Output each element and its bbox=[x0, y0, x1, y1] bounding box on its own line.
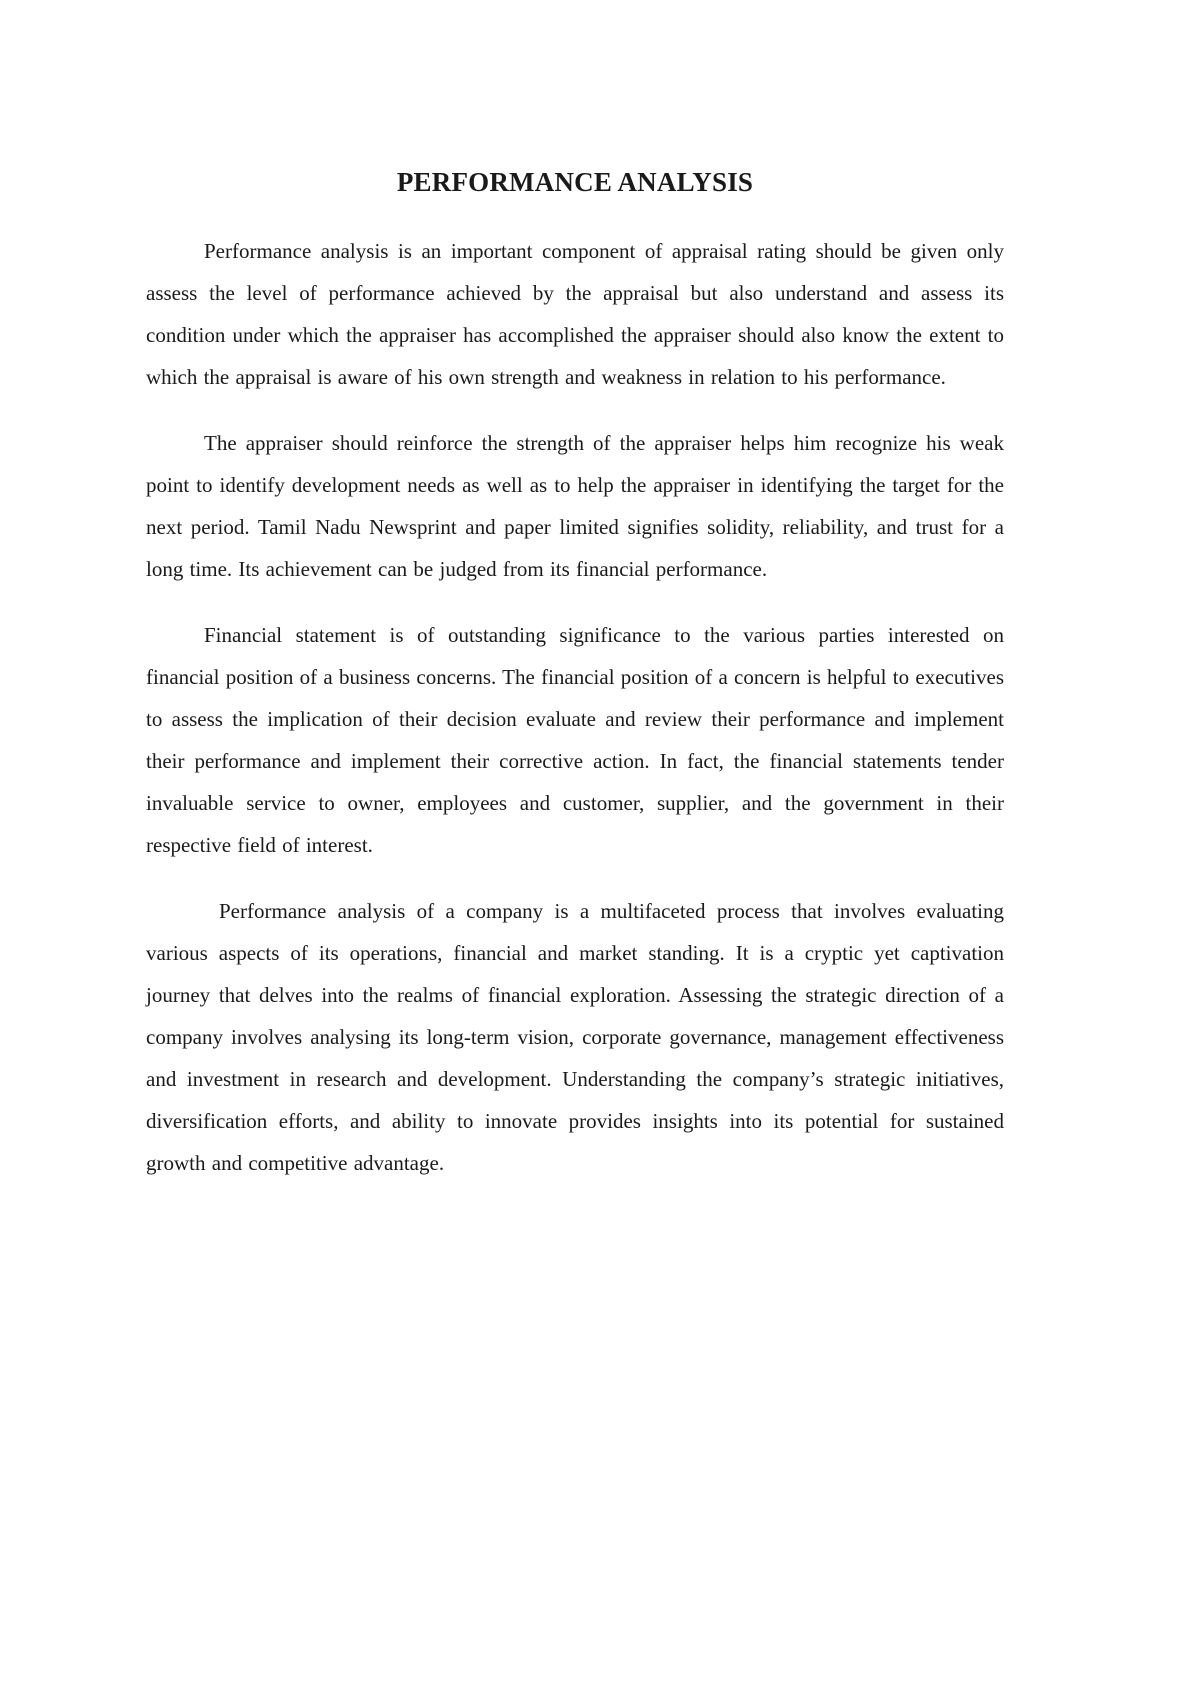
paragraph-1: Performance analysis is an important component of appraisal rating should be given only assess the level of performance achieved by the appraisal but also understand and assess its condition under which the appraiser has accomplished the appraiser should also know the extent to which the appraisal is aware of his own strength and weakness in relation to his performance. bbox=[146, 239, 1004, 389]
paragraph-3: Financial statement is of outstanding significance to the various parties interested on financial position of a business concerns. The financial position of a concern is helpful to executives to assess the implication of their decision evaluate and review their performance and implement their performance and implement their corrective action. In fact, the financial statements tender invaluable service to owner, employees and customer, supplier, and the government in their respective field of interest. bbox=[146, 623, 1004, 857]
document-body bbox=[146, 164, 1004, 1208]
paragraph-2: The appraiser should reinforce the strength of the appraiser helps him recognize his weak point to identify development needs as well as to help the appraiser in identifying the target for the next period. Tamil Nadu Newsprint and paper limited signifies solidity, reliability, and trust for a long time. Its achievement can be judged from its financial performance. bbox=[146, 431, 1004, 581]
page-title: PERFORMANCE ANALYSIS bbox=[396, 167, 754, 197]
paragraph-4: Performance analysis of a company is a multifaceted process that involves evaluating various aspects of its operations, financial and market standing. It is a cryptic yet captivation journey that delves into the realms of financial exploration. Assessing the strategic direction of a company involves analysing its long-term vision, corporate governance, management effectiveness and investment in research and development. Understanding the company’s strategic initiatives, diversification efforts, and ability to innovate provides insights into its potential for sustained growth and competitive advantage. bbox=[146, 899, 1004, 1175]
